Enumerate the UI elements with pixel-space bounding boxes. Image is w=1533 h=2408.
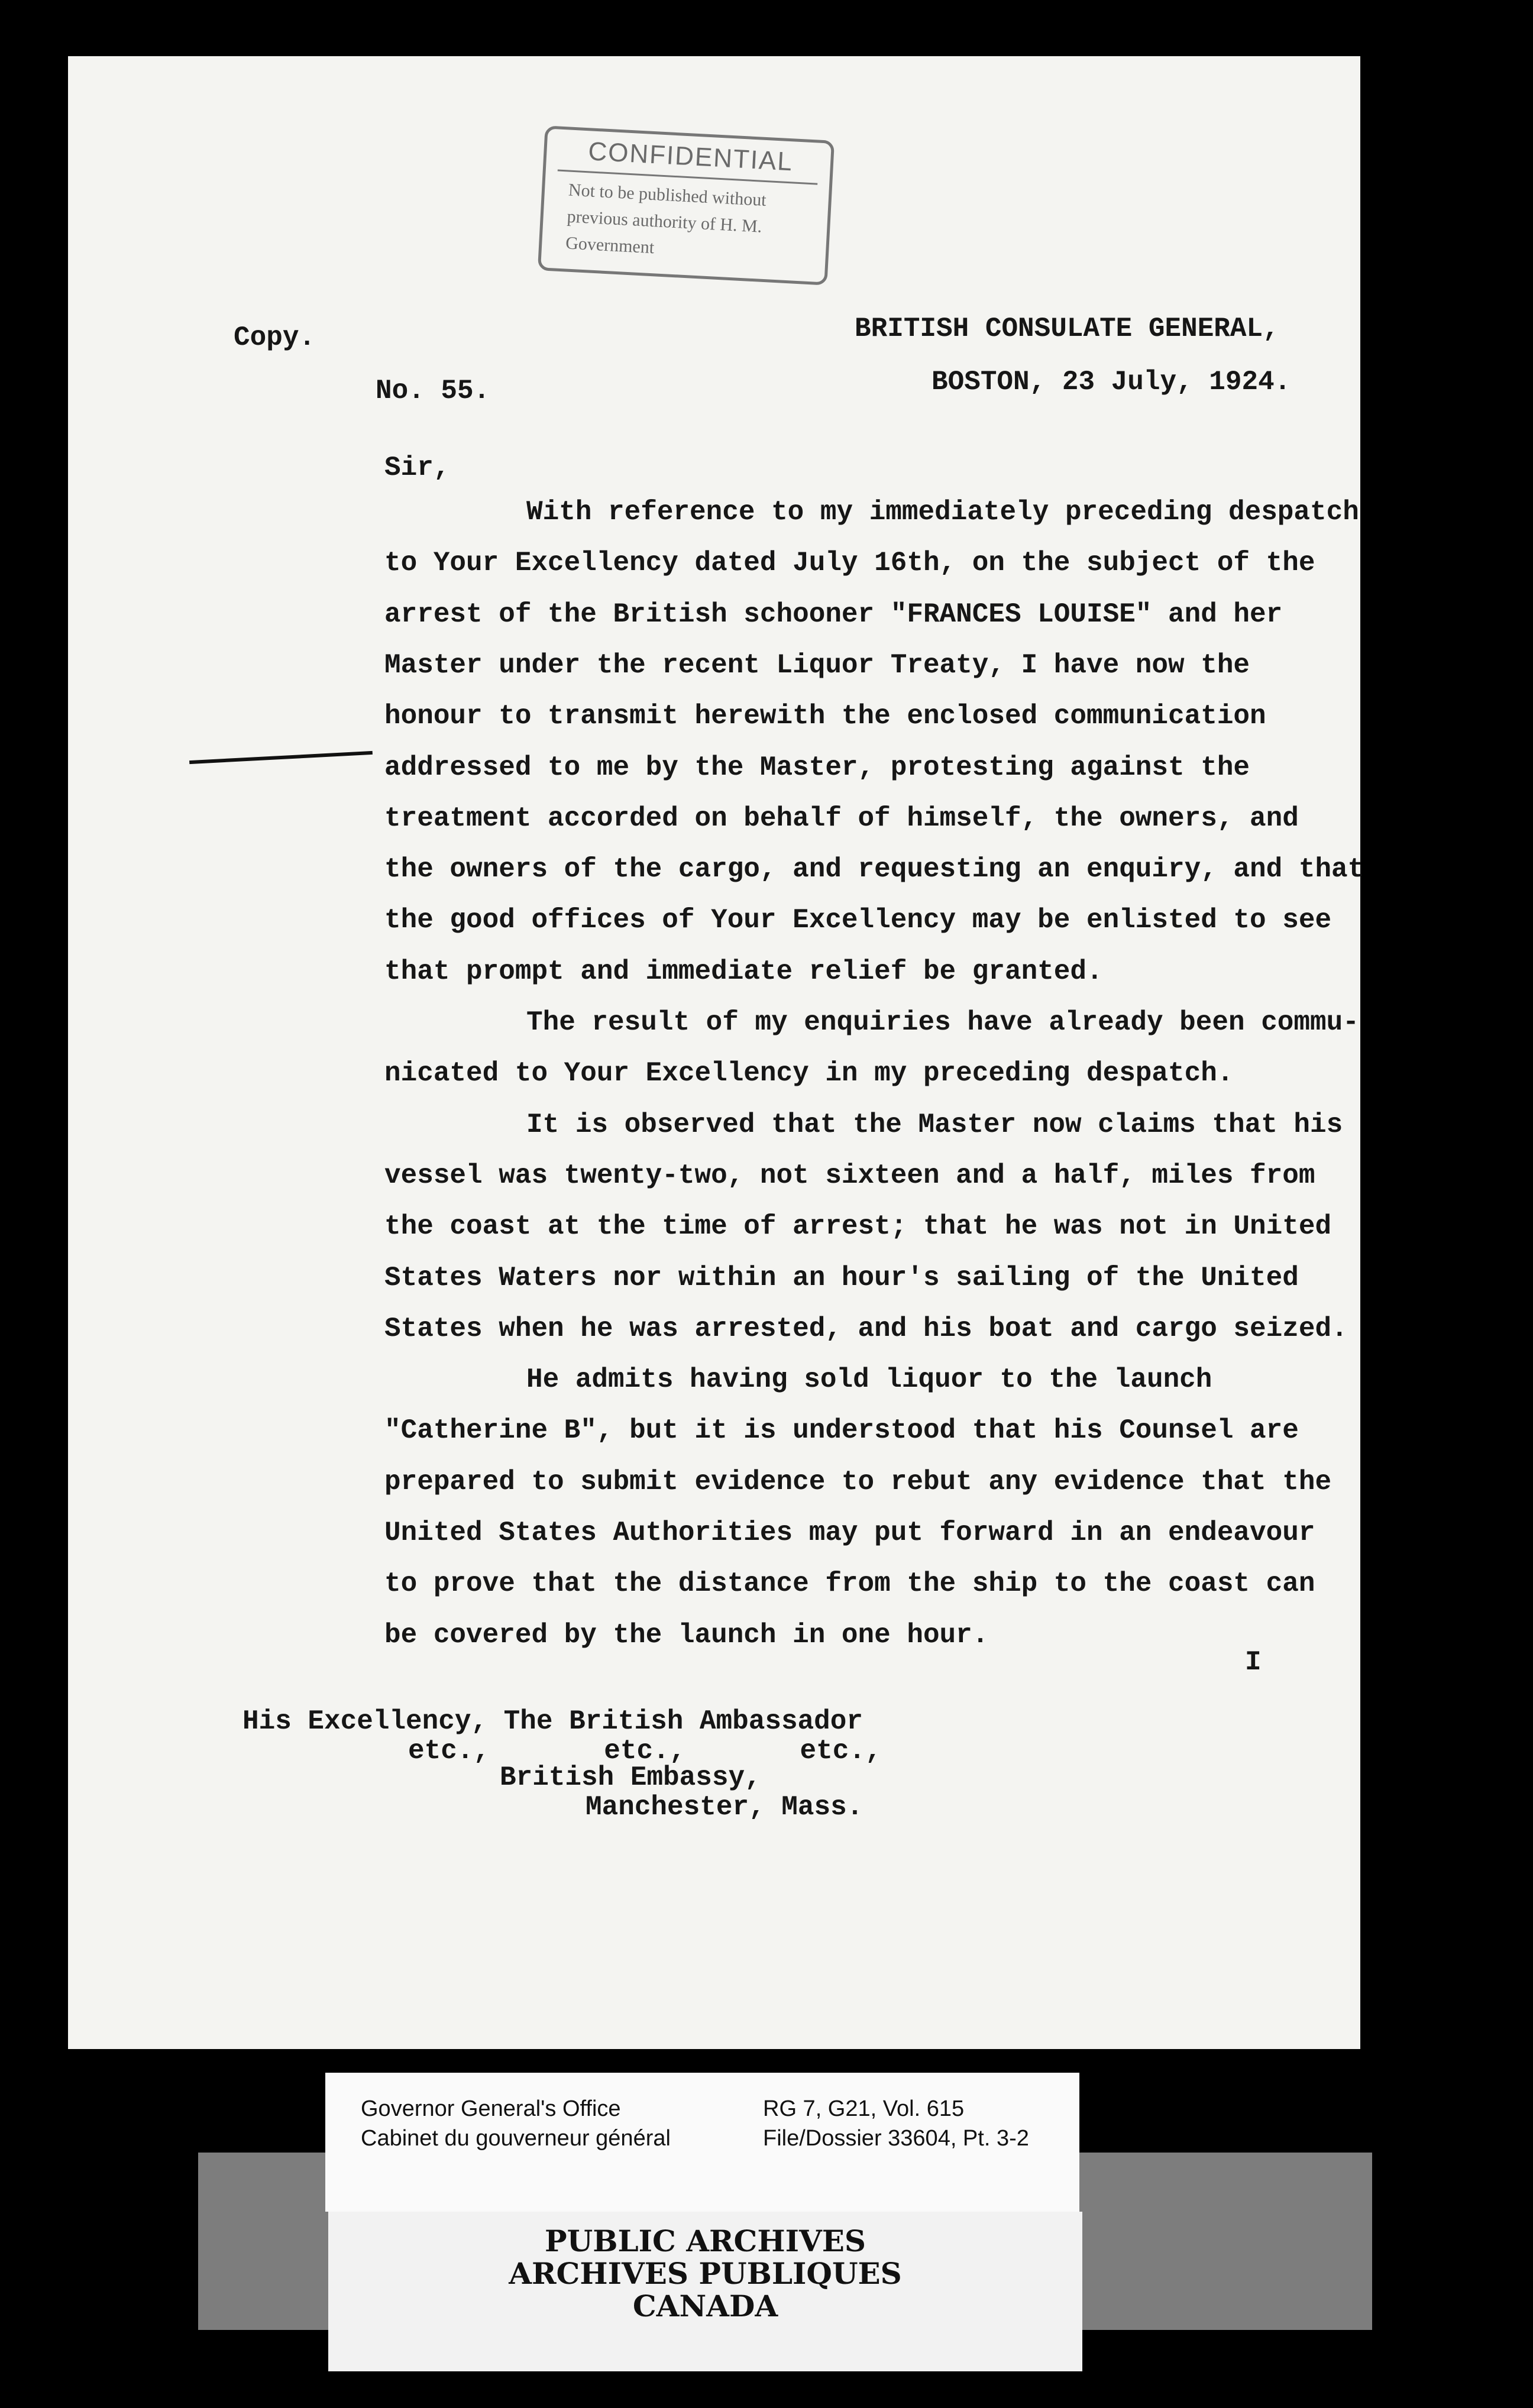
body-line: the good offices of Your Excellency may be enlisted to see [384,905,1332,936]
body-line: States Waters nor within an hour's sailing of the United [384,1263,1299,1293]
address-line: etc., etc., etc., [408,1736,882,1766]
page-continuation: I [1245,1647,1262,1678]
consulate-heading: BRITISH CONSULATE GENERAL, [855,313,1279,344]
salutation: Sir, [384,452,450,483]
body-line: arrest of the British schooner "FRANCES LOUISE" and her [384,599,1283,630]
body-line: that prompt and immediate relief be granted. [384,956,1103,987]
public-archives-stamp [328,2212,1082,2371]
body-line: With reference to my immediately preceding despatch [526,497,1359,527]
address-line: British Embassy, [500,1762,761,1793]
archives-line-country: CANADA [632,2289,778,2323]
stamp-line: previous authority of H. M. [566,206,763,237]
body-line: United States Authorities may put forward in an endeavour [384,1517,1315,1548]
copy-label: Copy. [234,322,316,353]
body-line: He admits having sold liquor to the launch [526,1364,1212,1395]
address-line: Manchester, Mass. [586,1792,863,1823]
archives-line-en: PUBLIC ARCHIVES [545,2223,866,2258]
body-line: It is observed that the Master now claims that his [526,1109,1343,1140]
address-line: His Excellency, The British Ambassador [242,1706,863,1737]
body-line: addressed to me by the Master, protesting against the [384,752,1250,783]
archive-reference-label [325,2073,1079,2212]
stamp-line: Not to be published without [568,180,767,211]
body-line: to Your Excellency dated July 16th, on the subject of the [384,548,1315,578]
place-and-date: BOSTON, 23 July, 1924. [932,367,1291,397]
confidential-stamp [538,125,835,285]
label-office-fr: Cabinet du gouverneur général [361,2126,671,2151]
body-line: honour to transmit herewith the enclosed communication [384,701,1266,732]
body-line: vessel was twenty-two, not sixteen and a half, miles from [384,1160,1315,1191]
body-line: The result of my enquiries have already been commu- [526,1007,1359,1038]
body-line: nicated to Your Excellency in my preceding despatch. [384,1058,1234,1089]
body-line: States when he was arrested, and his boat and cargo seized. [384,1313,1348,1344]
label-record-group: RG 7, G21, Vol. 615 [763,2096,965,2121]
body-line: to prove that the distance from the ship to the coast can [384,1568,1315,1599]
body-line: "Catherine B", but it is understood that his Counsel are [384,1415,1299,1446]
stamp-line: Government [565,233,655,258]
stamp-title: CONFIDENTIAL [587,137,794,177]
label-office-en: Governor General's Office [361,2096,621,2121]
archives-line-fr: ARCHIVES PUBLIQUES [509,2256,902,2291]
body-line: Master under the recent Liquor Treaty, I have now the [384,650,1250,681]
body-line: the coast at the time of arrest; that he was not in United [384,1211,1332,1242]
label-file-number: File/Dossier 33604, Pt. 3-2 [763,2126,1029,2151]
body-line: the owners of the cargo, and requesting an enquiry, and that [384,854,1364,885]
despatch-number: No. 55. [376,376,490,406]
body-line: be covered by the launch in one hour. [384,1620,989,1650]
body-line: prepared to submit evidence to rebut any evidence that the [384,1467,1332,1497]
body-line: treatment accorded on behalf of himself, the owners, and [384,803,1299,834]
